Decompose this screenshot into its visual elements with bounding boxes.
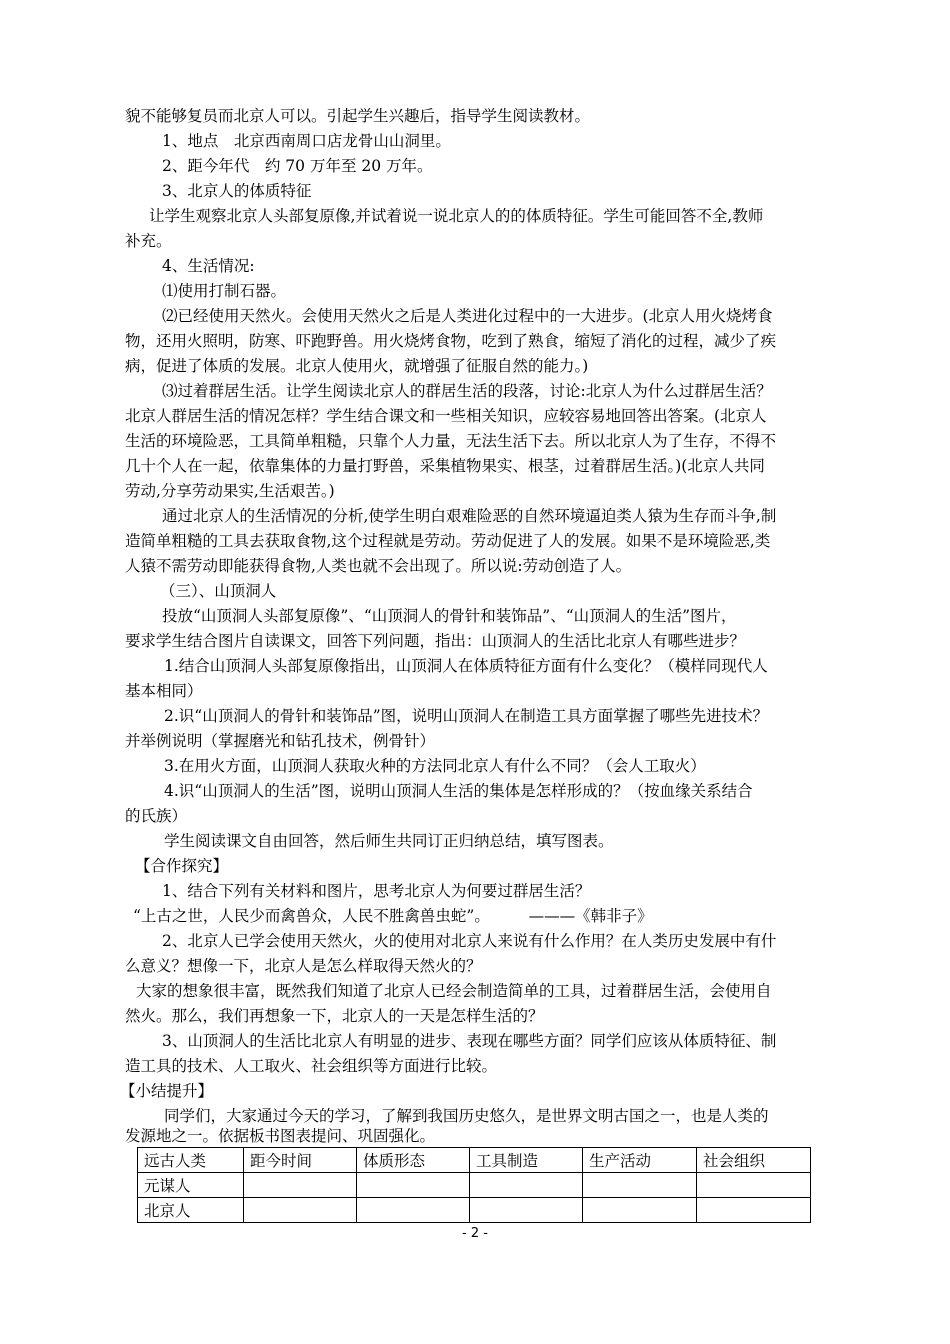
text-line: ⑶过着群居生活。让学生阅读北京人的群居生活的段落，讨论:北京人为什么过群居生活？ <box>162 382 772 400</box>
table-header-cell: 远古人类 <box>138 1148 244 1173</box>
text-line: 的氏族） <box>125 807 188 825</box>
table-row <box>138 1198 811 1223</box>
text-line: 物，还用火照明，防寒、吓跑野兽。用火烧烤食物，吃到了熟食，缩短了消化的过程，减少了疾 <box>125 332 777 350</box>
text-line: 造简单粗糙的工具去获取食物,这个过程就是劳动。劳动促进了人的发展。如果不是环境险恶,类 <box>125 532 771 550</box>
text-line: 造工具的技术、人工取火、社会组织等方面进行比较。 <box>125 1057 498 1075</box>
text-line: 病，促进了体质的发展。北京人使用火，就增强了征服自然的能力。) <box>125 357 589 375</box>
table-cell: 元谋人 <box>138 1173 244 1198</box>
table-cell: 北京人 <box>138 1198 244 1223</box>
table-cell <box>357 1198 470 1223</box>
table-cell <box>697 1173 811 1198</box>
text-line: 通过北京人的生活情况的分析,使学生明白艰难险恶的自然环境逼迫类人猿为生存而斗争,制 <box>162 507 777 525</box>
table-header-cell: 生产活动 <box>583 1148 697 1173</box>
text-line: 3、北京人的体质特征 <box>162 182 312 200</box>
text-line: 要求学生结合图片自读课文，回答下列问题，指出：山顶洞人的生活比北京人有哪些进步？ <box>125 632 746 650</box>
text-line: 补充。 <box>125 232 172 250</box>
table-header-cell: 工具制造 <box>470 1148 583 1173</box>
text-line: 几十个人在一起，依靠集体的力量打野兽，采集植物果实、根茎，过着群居生活。)(北京人共同 <box>125 457 765 475</box>
text-line: 3.在用火方面，山顶洞人获取火种的方法同北京人有什么不同？（会人工取火） <box>164 757 706 775</box>
text-line: 学生阅读课文自由回答，然后师生共同订正归纳总结，填写图表。 <box>164 832 614 850</box>
table-cell <box>470 1198 583 1223</box>
text-line: 2、距今年代 约 70 万年至 20 万年。 <box>162 157 433 175</box>
text-line: 1.结合山顶洞人头部复原像指出，山顶洞人在体质特征方面有什么变化？（模样同现代人 <box>164 657 768 675</box>
text-line: ⑵已经使用天然火。会使用天然火之后是人类进化过程中的一大进步。(北京人用火烧烤食 <box>162 307 773 325</box>
text-line: 2.识“山顶洞人的骨针和装饰品”图，说明山顶洞人在制造工具方面掌握了哪些先进技术？ <box>164 707 769 725</box>
text-line: 然火。那么，我们再想象一下，北京人的一天是怎样生活的？ <box>125 1007 544 1025</box>
text-line: 生活的环境险恶，工具简单粗糙，只靠个人力量，无法生活下去。所以北京人为了生存，不得不 <box>125 432 777 450</box>
table-cell <box>583 1173 697 1198</box>
text-line: 同学们，大家通过今天的学习，了解到我国历史悠久，是世界文明古国之一，也是人类的 <box>164 1107 769 1125</box>
page-number: - 2 - <box>462 1226 488 1241</box>
table-cell <box>244 1173 357 1198</box>
text-line: 4、生活情况: <box>162 257 255 275</box>
table-cell <box>244 1198 357 1223</box>
quote-line: “上古之世，人民少而禽兽众，人民不胜禽兽虫蛇”。 ———《韩非子》 <box>133 907 653 925</box>
text-line: 让学生观察北京人头部复原像,并试着说一说北京人的的体质特征。学生可能回答不全,教师 <box>149 207 764 225</box>
text-line: ⑴使用打制石器。 <box>162 282 287 300</box>
text-line: 1、结合下列有关材料和图片，思考北京人为何要过群居生活？ <box>162 882 591 900</box>
text-line: 2、北京人已学会使用天然火，火的使用对北京人来说有什么作用？在人类历史发展中有什 <box>162 932 777 950</box>
text-line: 4.识“山顶洞人的生活”图，说明山顶洞人生活的集体是怎样形成的？（按血缘关系结合 <box>164 782 753 800</box>
text-line: 基本相同） <box>125 682 203 700</box>
table-header-cell: 社会组织 <box>697 1148 811 1173</box>
text-line: 貌不能够复员而北京人可以。引起学生兴趣后，指导学生阅读教材。 <box>125 107 591 125</box>
section-heading: （三）、山顶洞人 <box>160 582 277 600</box>
section-heading: 【小结提升】 <box>120 1082 214 1100</box>
text-line: 北京人群居生活的情况怎样？学生结合课文和一些相关知识，应较容易地回答出答案。(北京人 <box>125 407 767 425</box>
table-row <box>138 1173 811 1198</box>
text-line: 发源地之一。依据板书图表提问、巩固强化。 <box>125 1127 436 1145</box>
text-line: 劳动,分享劳动果实,生活艰苦。) <box>125 482 335 500</box>
text-line: 大家的想象很丰富，既然我们知道了北京人已经会制造简单的工具，过着群居生活，会使用自 <box>136 982 772 1000</box>
text-line: 并举例说明（掌握磨光和钻孔技术，例骨针） <box>125 732 436 750</box>
table-header-row <box>138 1148 811 1173</box>
text-line: 投放“山顶洞人头部复原像”、“山顶洞人的骨针和装饰品”、“山顶洞人的生活”图片， <box>162 607 737 625</box>
text-line: 人猿不需劳动即能获得食物,人类也就不会出现了。所以说:劳动创造了人。 <box>125 557 632 575</box>
text-line: 么意义？想像一下，北京人是怎么样取得天然火的？ <box>125 957 482 975</box>
table-header-cell: 距今时间 <box>244 1148 357 1173</box>
table-header-cell: 体质形态 <box>357 1148 470 1173</box>
table-cell <box>583 1198 697 1223</box>
table-cell <box>697 1198 811 1223</box>
table-cell <box>357 1173 470 1198</box>
text-line: 3、山顶洞人的生活比北京人有明显的进步、表现在哪些方面？同学们应该从体质特征、制 <box>162 1032 777 1050</box>
table-cell <box>470 1173 583 1198</box>
section-heading: 【合作探究】 <box>135 857 229 875</box>
text-line: 1、地点 北京西南周口店龙骨山山洞里。 <box>162 132 451 150</box>
summary-table <box>137 1147 811 1223</box>
